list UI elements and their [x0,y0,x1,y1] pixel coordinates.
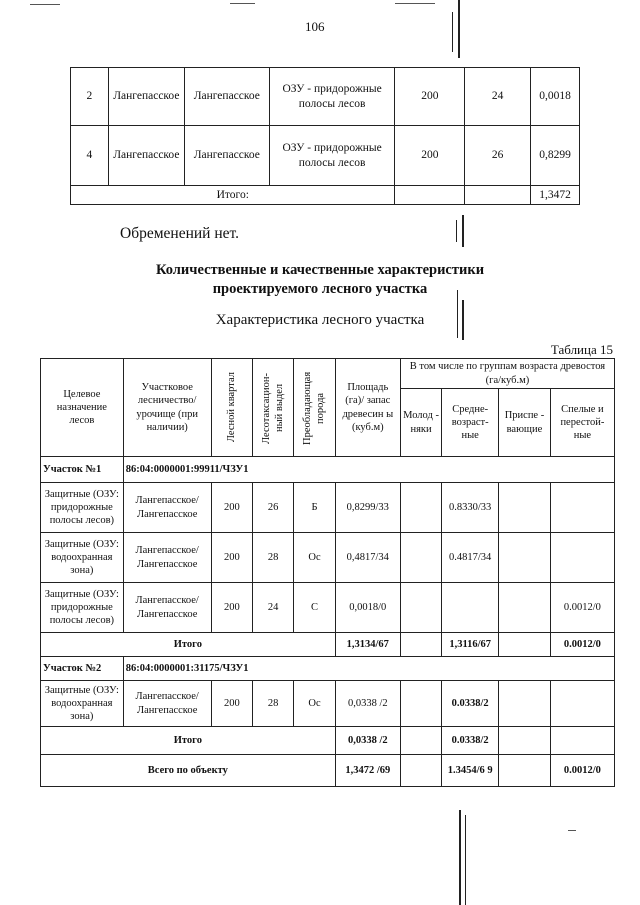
cell-forestry: Лангепасское/ Лангепасское [123,583,211,633]
grand-total-mature: 0.0012/0 [550,755,614,787]
cell-allotment: 24 [465,68,531,126]
total-label: Итого [41,727,336,755]
encumbrance-text: Обременений нет. [120,225,239,242]
header-row [41,359,615,389]
cell-middle: 0.8330/33 [442,483,499,533]
total-young [400,633,441,657]
header-approaching: Приспе - вающие [499,389,551,457]
section-label: Участок №1 [41,457,124,483]
cell-forestry: Лангепасское [108,68,184,126]
cell-quarter: 200 [211,583,252,633]
cell-forestry: Лангепасское [108,126,184,186]
cell-mature: 0.0012/0 [550,583,614,633]
total-middle: 0.0338/2 [442,727,499,755]
cell-species: Ос [294,533,335,583]
cell-quarter: 200 [211,681,252,727]
characteristics-table [40,358,615,787]
cell-allotment: 26 [465,126,531,186]
cell-young [400,583,441,633]
cell-area: 0,8299 [531,126,580,186]
table-caption: Таблица 15 [550,342,613,357]
cell-tract: Лангепасское [184,126,269,186]
cell-species: Ос [294,681,335,727]
total-value: 1,3472 [531,186,580,205]
section-cadastral: 86:04:0000001:31175/ЧЗУ1 [123,657,614,681]
grand-total-area: 1,3472 /69 [335,755,400,787]
cell-allotment: 24 [253,583,294,633]
cell-approaching [499,483,551,533]
header-young: Молод - няки [400,389,441,457]
subheading: Характеристика лесного участка [215,312,425,328]
header-mature: Спелые и перестой-ные [550,389,614,457]
table-row [71,68,580,126]
scan-artifact-line [459,810,461,905]
header-species [294,359,335,457]
total-label: Итого: [71,186,395,205]
cell-category: ОЗУ - придорожные полосы лесов [269,68,395,126]
grand-total-young [400,755,441,787]
cell-middle [442,583,499,633]
table-row [41,483,615,533]
cell-tract: Лангепасское [184,68,269,126]
scan-artifact-line [465,815,466,905]
scan-artifact-top [30,4,60,5]
total-row [41,727,615,755]
scan-artifact-dash [568,830,576,831]
cell-approaching [499,533,551,583]
scan-artifact-line [458,0,460,58]
cell-forestry: Лангепасское/ Лангепасское [123,483,211,533]
cell-purpose: Защитные (ОЗУ: водоохранная зона) [41,681,124,727]
cell-young [400,681,441,727]
table-row [71,126,580,186]
cell-allotment: 26 [253,483,294,533]
cell-quarter: 200 [211,483,252,533]
grand-total-label: Всего по объекту [41,755,336,787]
header-area: Площадь (га)/ запас древесин ы (куб.м) [335,359,400,457]
header-age-groups: В том числе по группам возраста древостоя (га/куб.м) [400,359,614,389]
scan-artifact-line [452,12,453,52]
total-middle: 1,3116/67 [442,633,499,657]
header-middle: Средне-возраст-ные [442,389,499,457]
header-quarter [211,359,252,457]
total-mature: 0.0012/0 [550,633,614,657]
scan-artifact-line [462,300,464,340]
total-approaching [499,727,551,755]
cell-area: 0,8299/33 [335,483,400,533]
header-allotment [253,359,294,457]
grand-total-middle: 1.3454/6 9 [442,755,499,787]
cell-approaching [499,681,551,727]
cell-purpose: Защитные (ОЗУ: придорожные полосы лесов) [41,483,124,533]
cell-quarter: 200 [211,533,252,583]
section-row [41,457,615,483]
total-empty [395,186,465,205]
cell-species: С [294,583,335,633]
header-purpose: Целевое назначение лесов [41,359,124,457]
scan-artifact-line [462,215,464,247]
total-young [400,727,441,755]
cell-quarter: 200 [395,68,465,126]
heading-line-1: Количественные и качественные характеристики [155,262,485,278]
total-row [71,186,580,205]
grand-total-row [41,755,615,787]
cell-young [400,533,441,583]
total-label: Итого [41,633,336,657]
table-row [41,533,615,583]
cell-number: 4 [71,126,109,186]
cell-mature [550,681,614,727]
cell-area: 0,4817/34 [335,533,400,583]
section-cadastral: 86:04:0000001:99911/ЧЗУ1 [123,457,614,483]
cell-middle: 0.4817/34 [442,533,499,583]
cell-species: Б [294,483,335,533]
cell-approaching [499,583,551,633]
cell-area: 0,0018 [531,68,580,126]
total-mature [550,727,614,755]
total-area: 1,3134/67 [335,633,400,657]
cell-purpose: Защитные (ОЗУ: водоохранная зона) [41,533,124,583]
cell-mature [550,533,614,583]
cell-allotment: 28 [253,681,294,727]
header-allotment-text: Лесотаксацион-ный выдел [261,372,286,444]
header-quarter-text: Лесной квартал [226,372,238,443]
cell-quarter: 200 [395,126,465,186]
cell-middle: 0.0338/2 [442,681,499,727]
cell-mature [550,483,614,533]
table-row [41,681,615,727]
total-area: 0,0338 /2 [335,727,400,755]
cell-allotment: 28 [253,533,294,583]
grand-total-approaching [499,755,551,787]
total-empty [465,186,531,205]
section-label: Участок №2 [41,657,124,681]
cell-young [400,483,441,533]
cell-number: 2 [71,68,109,126]
page-number: 106 [305,19,325,34]
scan-artifact-line [456,220,457,242]
scan-artifact-top [395,3,435,4]
cell-purpose: Защитные (ОЗУ: придорожные полосы лесов) [41,583,124,633]
scan-artifact-line [457,290,458,338]
header-forestry: Участковое лесничество/ урочище (при наличии) [123,359,211,457]
table-row [41,583,615,633]
section-heading [0,261,640,299]
allotment-table [70,67,580,205]
header-species-text: Преобладающая порода [302,370,327,445]
cell-area: 0,0338 /2 [335,681,400,727]
scan-artifact-top [230,3,255,4]
cell-forestry: Лангепасское/ Лангепасское [123,533,211,583]
total-row [41,633,615,657]
cell-category: ОЗУ - придорожные полосы лесов [269,126,395,186]
total-approaching [499,633,551,657]
cell-forestry: Лангепасское/ Лангепасское [123,681,211,727]
heading-line-2: проектируемого лесного участка [212,281,428,297]
section-row [41,657,615,681]
cell-area: 0,0018/0 [335,583,400,633]
